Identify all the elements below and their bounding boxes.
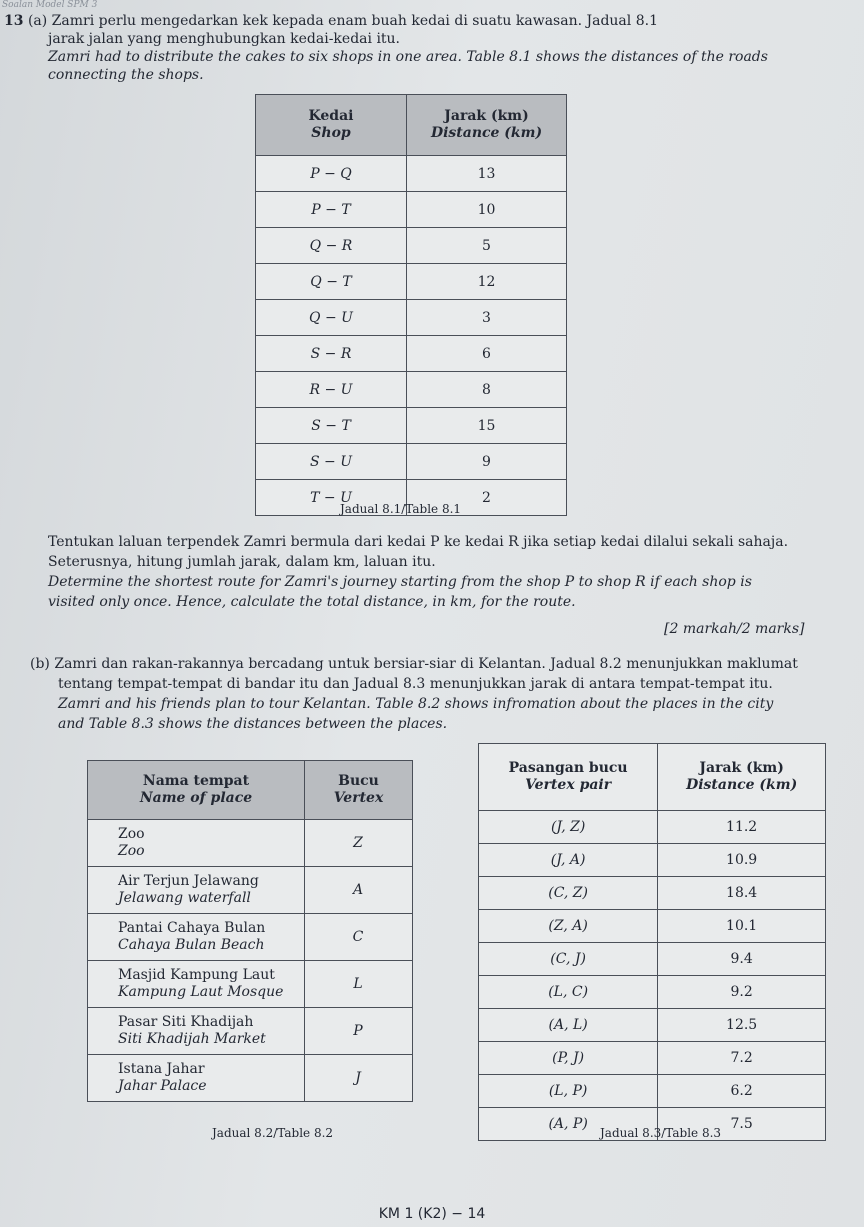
table-row: T − U 2 xyxy=(256,480,567,516)
instruction-english-1: Determine the shortest route for Zamri's journey starting from the shop P to shop R if each shop is xyxy=(48,574,752,590)
table-row: Q − R 5 xyxy=(256,228,567,264)
part-a-label: (a) xyxy=(27,13,48,29)
table-row: P − Q 13 xyxy=(256,156,567,192)
table-8-1 xyxy=(255,94,567,516)
table-row: S − R 6 xyxy=(256,336,567,372)
part-b-malay-1: Zamri dan rakan-rakannya bercadang untuk bersiar-siar di Kelantan. Jadual 8.2 menunjukkan maklumat xyxy=(54,656,798,672)
table-row: (J, Z) 11.2 xyxy=(479,811,826,844)
marks-label: [2 markah/2 marks] xyxy=(664,621,805,637)
table-row: (P, J) 7.2 xyxy=(479,1042,826,1075)
header-shop: Kedai Shop xyxy=(256,95,407,156)
part-b-english-2: and Table 8.3 shows the distances between the places. xyxy=(58,716,448,732)
table-8-2 xyxy=(87,760,413,1102)
part-b-malay-2: tentang tempat-tempat di bandar itu dan Jadual 8.3 menunjukkan jarak di antara tempat-tempat itu. xyxy=(58,676,773,692)
part-a-english-2: connecting the shops. xyxy=(48,67,204,83)
part-a-malay-2: jarak jalan yang menghubungkan kedai-kedai itu. xyxy=(48,31,401,47)
table-row: (L, P) 6.2 xyxy=(479,1075,826,1108)
table-row: Q − U 3 xyxy=(256,300,567,336)
table-row: (A, P) 7.5 xyxy=(479,1108,826,1141)
page-footer: KM 1 (K2) − 14 xyxy=(378,1206,486,1222)
table-row: (C, J) 9.4 xyxy=(479,943,826,976)
header-vertex: Bucu Vertex xyxy=(305,761,413,820)
question-number: 13 xyxy=(4,13,24,29)
part-b-english-1: Zamri and his friends plan to tour Kelantan. Table 8.2 shows infromation about the places in the city xyxy=(58,696,774,712)
instruction-malay-2: Seterusnya, hitung jumlah jarak, dalam km, laluan itu. xyxy=(48,554,436,570)
header-mark: Soalan Model SPM 3 xyxy=(2,0,98,10)
table-row: Istana Jahar Jahar Palace J xyxy=(88,1055,413,1102)
table-row: (Z, A) 10.1 xyxy=(479,910,826,943)
header-place: Nama tempat Name of place xyxy=(88,761,305,820)
instruction-english-2: visited only once. Hence, calculate the total distance, in km, for the route. xyxy=(48,594,576,610)
table-row: Pasar Siti Khadijah Siti Khadijah Market P xyxy=(88,1008,413,1055)
instruction-malay-1: Tentukan laluan terpendek Zamri bermula dari kedai P ke kedai R jika setiap kedai dilalui sekali sahaja. xyxy=(48,534,789,550)
table-8-3 xyxy=(478,743,826,1141)
table-row: Pantai Cahaya Bulan Cahaya Bulan Beach C xyxy=(88,914,413,961)
table-row: (L, C) 9.2 xyxy=(479,976,826,1009)
part-a-line-1 xyxy=(4,12,658,30)
table-row: Q − T 12 xyxy=(256,264,567,300)
part-b-label: (b) xyxy=(30,656,50,672)
table-row: R − U 8 xyxy=(256,372,567,408)
table-row: P − T 10 xyxy=(256,192,567,228)
table-row: Air Terjun Jelawang Jelawang waterfall A xyxy=(88,867,413,914)
table-row: Zoo Zoo Z xyxy=(88,820,413,867)
table-row: (J, A) 10.9 xyxy=(479,844,826,877)
table-row: (C, Z) 18.4 xyxy=(479,877,826,910)
part-a-malay-1: Zamri perlu mengedarkan kek kepada enam buah kedai di suatu kawasan. Jadual 8.1 xyxy=(51,13,658,29)
header-vertex-pair: Pasangan bucu Vertex pair xyxy=(479,744,658,811)
header-distance: Jarak (km) Distance (km) xyxy=(407,95,567,156)
table-8-2-caption: Jadual 8.2/Table 8.2 xyxy=(212,1126,334,1140)
part-a-english-1: Zamri had to distribute the cakes to six shops in one area. Table 8.1 shows the distances of the roads xyxy=(48,49,768,65)
table-row: (A, L) 12.5 xyxy=(479,1009,826,1042)
table-8-1-caption: Jadual 8.1/Table 8.1 xyxy=(340,502,462,516)
table-row: S − T 15 xyxy=(256,408,567,444)
table-row: Masjid Kampung Laut Kampung Laut Mosque L xyxy=(88,961,413,1008)
header-distance-b: Jarak (km) Distance (km) xyxy=(658,744,826,811)
table-row: S − U 9 xyxy=(256,444,567,480)
table-8-3-caption: Jadual 8.3/Table 8.3 xyxy=(600,1126,722,1140)
part-b-line-1 xyxy=(30,655,798,673)
